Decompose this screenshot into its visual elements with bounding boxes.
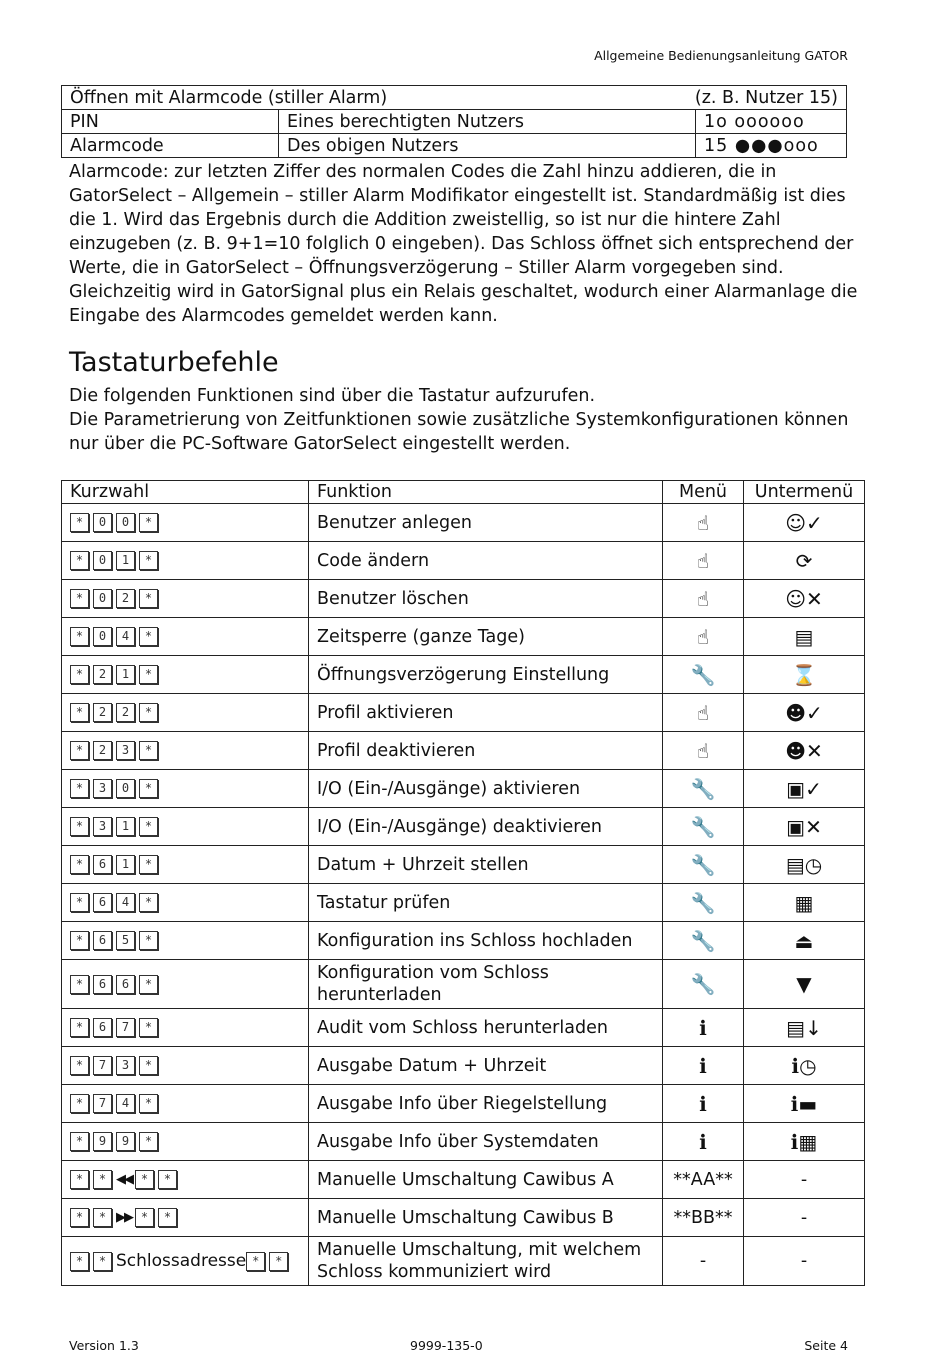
header-funktion: Funktion: [309, 481, 663, 504]
download-icon: ▼: [796, 972, 812, 996]
table-row: [62, 846, 865, 884]
key-cap: *: [70, 665, 89, 684]
key-cap: 6: [116, 975, 135, 994]
function-label: Benutzer löschen: [309, 580, 663, 618]
table-row: [62, 618, 865, 656]
key-cap: *: [70, 1094, 89, 1113]
table-row: [62, 656, 865, 694]
table-row: [62, 580, 865, 618]
function-label: Öffnungsverzögerung Einstellung: [309, 656, 663, 694]
key-cap: *: [139, 627, 158, 646]
key-cap: *: [139, 1056, 158, 1075]
key-cap: *: [139, 665, 158, 684]
key-cap: *: [139, 513, 158, 532]
shortcut-keys: [62, 922, 309, 960]
alarmcode-label: Alarmcode: [62, 134, 279, 158]
key-cap: *: [93, 1208, 112, 1227]
submenu-icon-cell: [744, 846, 865, 884]
key-cap: *: [93, 1252, 112, 1271]
table-row: [62, 1237, 865, 1286]
function-label: Manuelle Umschaltung Cawibus B: [309, 1199, 663, 1237]
function-label: Ausgabe Datum + Uhrzeit: [309, 1047, 663, 1085]
menu-icon-cell: [663, 960, 744, 1009]
shortcut-keys: [62, 884, 309, 922]
shortcut-keys: [62, 580, 309, 618]
key-cap: *: [70, 1208, 89, 1227]
key-cap: 1: [116, 665, 135, 684]
key-cap: 2: [116, 703, 135, 722]
key-cap: 0: [116, 513, 135, 532]
key-cap: *: [139, 589, 158, 608]
info-icon: ℹ: [699, 1129, 707, 1154]
key-cap: 1: [116, 551, 135, 570]
function-label: Ausgabe Info über Riegelstellung: [309, 1085, 663, 1123]
key-cap: *: [70, 627, 89, 646]
code-cycle-icon: ⟳: [795, 548, 813, 573]
header-submenu: Untermenü: [744, 481, 865, 504]
key-cap: *: [139, 893, 158, 912]
hand-pointer-icon: ☝: [696, 700, 710, 725]
key-cap: *: [139, 975, 158, 994]
table-row: [62, 960, 865, 1009]
wrench-icon: 🔧: [690, 776, 716, 801]
shortcut-keys: [62, 694, 309, 732]
menu-icon-cell: [663, 504, 744, 542]
submenu-icon-cell: [744, 960, 865, 1009]
submenu-icon-cell: [744, 1085, 865, 1123]
key-cap: *: [70, 1252, 89, 1271]
key-cap: *: [139, 931, 158, 950]
shortcut-keys: [62, 1047, 309, 1085]
table-row: [62, 732, 865, 770]
key-cap: 2: [93, 665, 112, 684]
shortcut-keys: [62, 1085, 309, 1123]
pin-desc: Eines berechtigten Nutzers: [279, 110, 696, 134]
key-cap: *: [139, 855, 158, 874]
shortcut-keys: [62, 1237, 309, 1286]
key-cap: 6: [93, 855, 112, 874]
function-label: Audit vom Schloss herunterladen: [309, 1009, 663, 1047]
profile-delete-icon: ☻✕: [785, 738, 823, 763]
key-cap: *: [70, 893, 89, 912]
shortcut-keys: [62, 504, 309, 542]
key-cap: 0: [93, 551, 112, 570]
menu-icon-cell: [663, 1047, 744, 1085]
key-cap: 2: [93, 741, 112, 760]
table-row: [62, 1161, 865, 1199]
key-cap: *: [70, 1056, 89, 1075]
menu-icon-cell: [663, 884, 744, 922]
shortcut-keys: [62, 732, 309, 770]
key-cap: 0: [116, 779, 135, 798]
key-cap: *: [246, 1252, 265, 1271]
upload-icon: ⏏: [794, 928, 814, 953]
table-row: [62, 1047, 865, 1085]
shortcut-keys: [62, 1161, 309, 1199]
info-system-icon: ℹ▦: [790, 1129, 818, 1154]
keypad-icon: ▦: [794, 890, 814, 915]
submenu-icon-cell: [744, 542, 865, 580]
menu-icon-cell: [663, 656, 744, 694]
wrench-icon: 🔧: [690, 972, 716, 996]
key-cap: 4: [116, 1094, 135, 1113]
key-cap: *: [70, 817, 89, 836]
submenu-text: -: [744, 1161, 865, 1199]
submenu-icon-cell: [744, 694, 865, 732]
hand-pointer-icon: ☝: [696, 586, 710, 611]
key-cap: 5: [116, 931, 135, 950]
menu-icon-cell: [663, 1123, 744, 1161]
function-label: Code ändern: [309, 542, 663, 580]
table-row: [62, 1009, 865, 1047]
key-cap: 9: [116, 1132, 135, 1151]
pin-label: PIN: [62, 110, 279, 134]
info-icon: ℹ: [699, 1091, 707, 1116]
key-cap: *: [70, 741, 89, 760]
key-cap: *: [135, 1170, 154, 1189]
submenu-icon-cell: [744, 884, 865, 922]
key-cap: *: [70, 589, 89, 608]
user-delete-icon: ☺✕: [785, 586, 823, 611]
submenu-icon-cell: [744, 808, 865, 846]
key-cap: 2: [116, 589, 135, 608]
key-cap: 0: [93, 627, 112, 646]
info-datetime-icon: ℹ◷: [791, 1053, 817, 1078]
key-cap: *: [93, 1170, 112, 1189]
function-label: Profil aktivieren: [309, 694, 663, 732]
alarm-code-table: [61, 85, 847, 158]
function-label: Konfiguration ins Schloss hochladen: [309, 922, 663, 960]
function-label: Zeitsperre (ganze Tage): [309, 618, 663, 656]
user-check-icon: ☺✓: [785, 510, 823, 535]
function-label: I/O (Ein-/Ausgänge) deaktivieren: [309, 808, 663, 846]
wrench-icon: 🔧: [690, 814, 716, 839]
table-row: [62, 808, 865, 846]
function-label: Datum + Uhrzeit stellen: [309, 846, 663, 884]
table-row: [62, 694, 865, 732]
section-intro-1: Die folgenden Funktionen sind über die Tastatur aufzurufen.: [69, 386, 596, 406]
section-title: Tastaturbefehle: [69, 347, 279, 378]
menu-icon-cell: [663, 694, 744, 732]
hand-pointer-icon: ☝: [696, 548, 710, 573]
hourglass-icon: ⌛: [791, 662, 817, 687]
function-label: I/O (Ein-/Ausgänge) aktivieren: [309, 770, 663, 808]
hand-pointer-icon: ☝: [696, 738, 710, 763]
menu-icon-cell: [663, 1009, 744, 1047]
calendar-lock-icon: ▤: [794, 624, 814, 649]
arrow-keys: ▶▶: [116, 1209, 132, 1225]
wrench-icon: 🔧: [690, 662, 716, 687]
alarmcode-value: 15 ●●●ooo: [696, 134, 847, 158]
menu-icon-cell: [663, 732, 744, 770]
function-label: Tastatur prüfen: [309, 884, 663, 922]
key-cap: *: [139, 1018, 158, 1037]
key-cap: 3: [93, 817, 112, 836]
key-cap: 6: [93, 975, 112, 994]
profile-check-icon: ☻✓: [785, 700, 823, 725]
key-cap: *: [70, 703, 89, 722]
key-cap: *: [269, 1252, 288, 1271]
menu-icon-cell: [663, 1085, 744, 1123]
lock-address-label: Schlossadresse: [116, 1251, 247, 1271]
shortcut-keys: [62, 618, 309, 656]
key-cap: *: [70, 1132, 89, 1151]
key-cap: *: [139, 703, 158, 722]
key-cap: *: [70, 1018, 89, 1037]
menu-text: -: [663, 1237, 744, 1286]
alarmcode-desc: Des obigen Nutzers: [279, 134, 696, 158]
key-cap: *: [158, 1170, 177, 1189]
pin-value: 1o oooooo: [696, 110, 847, 134]
key-cap: *: [139, 741, 158, 760]
section-intro-2: Die Parametrierung von Zeitfunktionen sowie zusätzliche Systemkonfigurationen können nur über die PC-Software GatorSelect eingestellt werden.: [69, 410, 849, 454]
key-cap: 6: [93, 931, 112, 950]
submenu-text: -: [744, 1199, 865, 1237]
table-row: [62, 770, 865, 808]
function-label: Manuelle Umschaltung, mit welchem Schloss kommuniziert wird: [309, 1237, 663, 1286]
hand-pointer-icon: ☝: [696, 624, 710, 649]
table-row: [62, 1085, 865, 1123]
key-cap: 7: [93, 1094, 112, 1113]
key-cap: *: [70, 513, 89, 532]
keyboard-commands-table: [61, 480, 865, 1286]
key-cap: 0: [93, 589, 112, 608]
key-cap: 1: [116, 855, 135, 874]
submenu-icon-cell: [744, 732, 865, 770]
key-cap: 4: [116, 893, 135, 912]
key-cap: *: [139, 779, 158, 798]
menu-icon-cell: [663, 580, 744, 618]
key-cap: 3: [116, 741, 135, 760]
key-cap: 2: [93, 703, 112, 722]
submenu-text: -: [744, 1237, 865, 1286]
wrench-icon: 🔧: [690, 890, 716, 915]
function-label: Manuelle Umschaltung Cawibus A: [309, 1161, 663, 1199]
key-cap: 1: [116, 817, 135, 836]
key-cap: 4: [116, 627, 135, 646]
key-cap: *: [70, 931, 89, 950]
shortcut-keys: [62, 770, 309, 808]
shortcut-keys: [62, 808, 309, 846]
calendar-clock-icon: ▤◷: [785, 852, 823, 877]
key-cap: 3: [93, 779, 112, 798]
submenu-icon-cell: [744, 1047, 865, 1085]
submenu-icon-cell: [744, 1009, 865, 1047]
menu-text: **AA**: [663, 1161, 744, 1199]
key-cap: *: [139, 551, 158, 570]
shortcut-keys: [62, 656, 309, 694]
table-row: [62, 1123, 865, 1161]
alarm-table-title: Öffnen mit Alarmcode (stiller Alarm): [70, 87, 388, 108]
submenu-icon-cell: [744, 580, 865, 618]
menu-icon-cell: [663, 846, 744, 884]
submenu-icon-cell: [744, 1123, 865, 1161]
hand-pointer-icon: ☝: [696, 510, 710, 535]
key-cap: *: [70, 975, 89, 994]
menu-icon-cell: [663, 922, 744, 960]
header-title: Allgemeine Bedienungsanleitung GATOR: [594, 48, 848, 63]
header-menu: Menü: [663, 481, 744, 504]
key-cap: *: [139, 1094, 158, 1113]
shortcut-keys: [62, 1123, 309, 1161]
header-kurzwahl: Kurzwahl: [62, 481, 309, 504]
submenu-icon-cell: [744, 504, 865, 542]
info-icon: ℹ: [699, 1053, 707, 1078]
menu-icon-cell: [663, 542, 744, 580]
footer-version: Version 1.3: [69, 1338, 139, 1353]
function-label: Profil deaktivieren: [309, 732, 663, 770]
key-cap: *: [70, 1170, 89, 1189]
alarm-term: Alarmcode: [69, 162, 163, 182]
key-cap: 0: [93, 513, 112, 532]
menu-icon-cell: [663, 618, 744, 656]
info-bolt-icon: ℹ▬: [790, 1091, 818, 1116]
alarm-table-title-cell: [62, 86, 847, 110]
key-cap: 7: [116, 1018, 135, 1037]
wrench-icon: 🔧: [690, 928, 716, 953]
key-cap: 3: [116, 1056, 135, 1075]
table-row: [62, 542, 865, 580]
function-label: Konfiguration vom Schloss herunterladen: [309, 960, 663, 1009]
footer-page: Seite 4: [804, 1338, 848, 1353]
menu-text: **BB**: [663, 1199, 744, 1237]
key-cap: 6: [93, 1018, 112, 1037]
key-cap: *: [70, 779, 89, 798]
audit-download-icon: ▤↓: [786, 1015, 822, 1040]
key-cap: *: [139, 817, 158, 836]
key-cap: 9: [93, 1132, 112, 1151]
table-row: [62, 922, 865, 960]
table-row: [62, 1199, 865, 1237]
alarm-body: : zur letzten Ziffer des normalen Codes die Zahl hinzu addieren, die in GatorSelect – Allgemein – stiller Alarm Modifikator eingestellt ist. Standardmäßig ist dies die 1. Wird das Ergebnis durch die Addition zweistellig, so ist nur die hintere Zahl einzugeben (z. B. 9+1=10 folglich 0 eingeben). Das Schloss öffnet sich entsprechend der Werte, die in GatorSelect – Öffnungsverzögerung – Stiller Alarm vorgegeben sind. Gleichzeitig wird in GatorSignal plus ein Relais geschaltet, wodurch einer Alarmanlage die Eingabe des Alarmcodes gemeldet werden kann.: [69, 162, 858, 326]
arrow-keys: ◀◀: [116, 1171, 132, 1187]
io-delete-icon: ▣✕: [786, 814, 822, 839]
submenu-icon-cell: [744, 922, 865, 960]
function-label: Ausgabe Info über Systemdaten: [309, 1123, 663, 1161]
alarm-description: [69, 160, 859, 328]
info-icon: ℹ: [699, 1015, 707, 1040]
io-check-icon: ▣✓: [786, 776, 822, 801]
shortcut-keys: [62, 846, 309, 884]
submenu-icon-cell: [744, 656, 865, 694]
shortcut-keys: [62, 960, 309, 1009]
alarm-table-example: (z. B. Nutzer 15): [694, 87, 838, 108]
key-cap: *: [70, 551, 89, 570]
menu-icon-cell: [663, 808, 744, 846]
submenu-icon-cell: [744, 770, 865, 808]
key-cap: *: [139, 1132, 158, 1151]
key-cap: 6: [93, 893, 112, 912]
key-cap: 7: [93, 1056, 112, 1075]
shortcut-keys: [62, 1009, 309, 1047]
table-row: [62, 884, 865, 922]
shortcut-keys: [62, 542, 309, 580]
function-label: Benutzer anlegen: [309, 504, 663, 542]
key-cap: *: [70, 855, 89, 874]
table-header-row: [62, 481, 865, 504]
menu-icon-cell: [663, 770, 744, 808]
wrench-icon: 🔧: [690, 852, 716, 877]
table-row: [62, 504, 865, 542]
submenu-icon-cell: [744, 618, 865, 656]
footer-doc-no: 9999-135-0: [410, 1338, 483, 1353]
key-cap: *: [135, 1208, 154, 1227]
key-cap: *: [158, 1208, 177, 1227]
shortcut-keys: [62, 1199, 309, 1237]
